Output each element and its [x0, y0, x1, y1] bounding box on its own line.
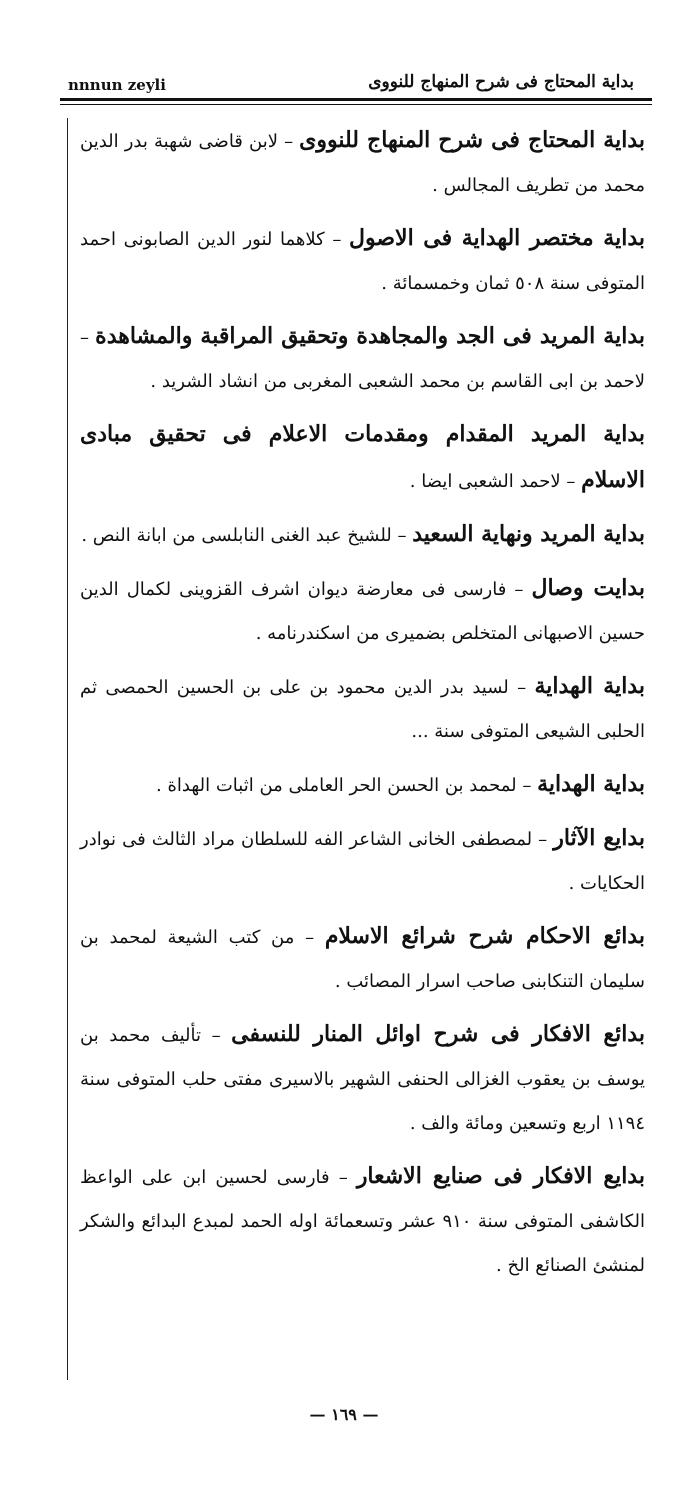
entry	[80, 566, 645, 656]
margin-line	[67, 118, 68, 1380]
entry-text: – لسيد بدر الدين محمود بن على بن الحسين الحمصى ثم الحلبى الشيعى المتوفى سنة ...	[80, 677, 645, 742]
entry-title: بداية مختصر الهداية فى الاصول	[349, 225, 645, 251]
page-header	[60, 66, 652, 100]
entry	[80, 914, 645, 1004]
entry	[80, 314, 645, 404]
page-number: — ١٦٩ —	[309, 1405, 379, 1424]
entry	[80, 216, 645, 306]
entry-text: – تأليف محمد بن يوسف بن يعقوب الغزالى الحنفى الشهير بالاسيرى مفتى حلب المتوفى سنة ١١٩٤ اربع وتسعين ومائة والف .	[80, 1025, 645, 1134]
entry	[80, 664, 645, 754]
entry-text: – فارسى فى معارضة ديوان اشرف القزوينى لكمال الدين حسين الاصبهانى المتخلص بضميرى من اسكندرنامه .	[80, 579, 645, 644]
entry-text: – كلاهما لنور الدين الصابونى احمد المتوفى سنة ٥٠٨ ثمان وخمسمائة .	[80, 229, 645, 294]
entry-text: – لاحمد الشعبى ايضا .	[409, 471, 576, 492]
entry-text: – لابن قاضى شهبة بدر الدين محمد من تطريف المجالس .	[80, 131, 645, 196]
entry-title: بداية المحتاج فى شرح المنهاج للنووى	[299, 127, 645, 153]
entry-text: – لاحمد بن ابى القاسم بن محمد الشعبى المغربى من انشاد الشريد .	[80, 327, 645, 392]
entry-title: بداية الهداية	[534, 673, 645, 699]
entry	[80, 1154, 645, 1288]
entry-title: بدايت وصال	[531, 575, 645, 601]
entry-title: بداية المريد ونهاية السعيد	[412, 521, 645, 547]
entry-title: بداية المريد المقدام ومقدمات الاعلام فى تحقيق مبادى الاسلام	[80, 421, 645, 493]
entry	[80, 1012, 645, 1146]
entry	[80, 512, 645, 558]
entry-text: – لمحمد بن الحسن الحر العاملى من اثبات الهداة .	[156, 775, 532, 796]
entry	[80, 118, 645, 208]
header-running-title-arabic: بداية المحتاج فى شرح المنهاج للنووى	[368, 72, 634, 92]
header-rule-thin	[60, 104, 652, 105]
entry	[80, 412, 645, 504]
entry	[80, 816, 645, 906]
entry-text: – لمصطفى الخانى الشاعر الفه للسلطان مراد الثالث فى نوادر الحكايات .	[80, 829, 645, 894]
entry-title: بداية الهداية	[537, 771, 645, 797]
header-rule-thick	[60, 98, 652, 101]
entry-text: – من كتب الشيعة لمحمد بن سليمان التنكابنى صاحب اسرار المصائب .	[80, 927, 645, 992]
entry-title: بداية المريد فى الجد والمجاهدة وتحقيق المراقبة والمشاهدة	[95, 323, 645, 349]
entry-title: بدائع الافكار فى شرح اوائل المنار للنسفى	[231, 1021, 645, 1047]
header-running-title-latin: nnnun zeyli	[68, 76, 166, 94]
entry-title: بدايع الآثار	[553, 825, 645, 851]
entry	[80, 762, 645, 808]
entry-text: – فارسى لحسين ابن على الواعظ الكاشفى المتوفى سنة ٩١٠ عشر وتسعمائة اوله الحمد لمبدع البدائع والشكر لمنشئ الصنائع الخ .	[80, 1167, 645, 1276]
entry-title: بدايع الافكار فى صنايع الاشعار	[356, 1163, 645, 1189]
entry-title: بدائع الاحكام شرح شرائع الاسلام	[324, 923, 645, 949]
entries-list	[80, 118, 645, 1296]
entry-text: – للشيخ عبد الغنى النابلسى من ابانة النص .	[81, 525, 407, 546]
